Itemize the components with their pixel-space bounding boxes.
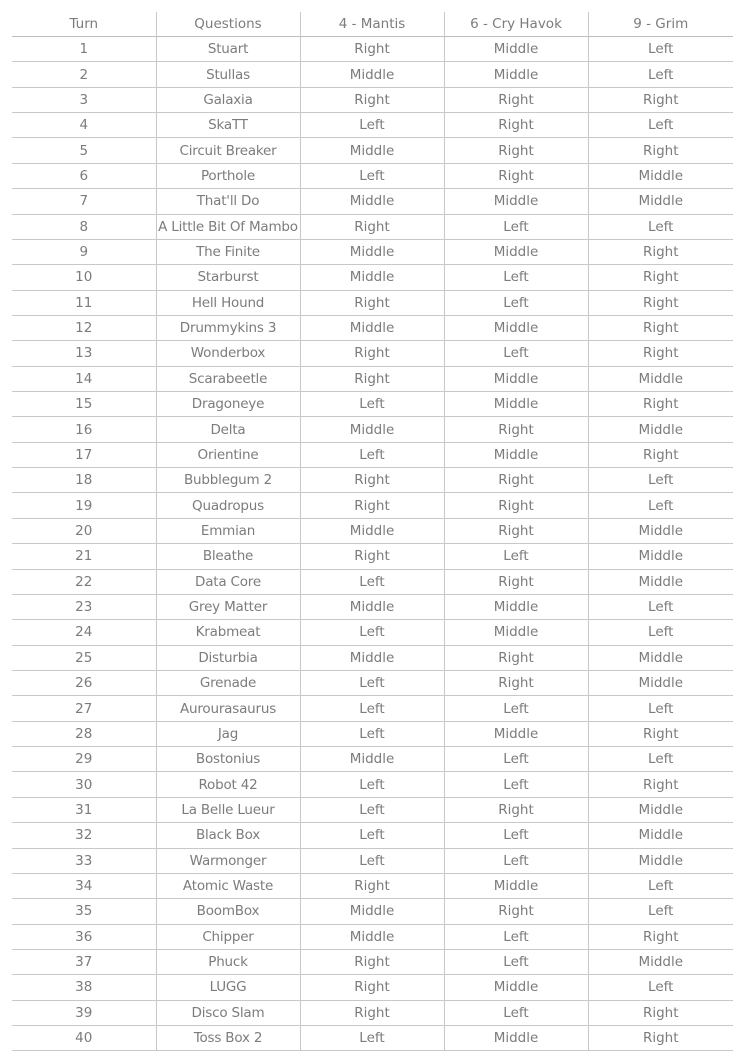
- question-cell: Delta: [156, 417, 300, 442]
- table-row: [12, 544, 733, 569]
- table-body: [12, 37, 733, 1051]
- table-row: [12, 493, 733, 518]
- turn-cell: 39: [12, 1000, 156, 1025]
- table-row: [12, 620, 733, 645]
- turn-cell: 15: [12, 392, 156, 417]
- turn-cell: 2: [12, 62, 156, 87]
- turn-cell: 11: [12, 290, 156, 315]
- cry-havok-cell: Middle: [444, 392, 588, 417]
- mantis-cell: Left: [300, 797, 444, 822]
- grim-cell: Middle: [588, 949, 733, 974]
- question-cell: Grenade: [156, 670, 300, 695]
- question-cell: Black Box: [156, 823, 300, 848]
- turn-cell: 8: [12, 214, 156, 239]
- mantis-cell: Right: [300, 366, 444, 391]
- grim-cell: Middle: [588, 848, 733, 873]
- table-row: [12, 975, 733, 1000]
- grim-cell: Right: [588, 315, 733, 340]
- turn-cell: 28: [12, 721, 156, 746]
- table-header-row: [12, 12, 733, 37]
- question-cell: That'll Do: [156, 189, 300, 214]
- grim-cell: Right: [588, 1000, 733, 1025]
- turn-cell: 37: [12, 949, 156, 974]
- question-cell: LUGG: [156, 975, 300, 1000]
- question-cell: Robot 42: [156, 772, 300, 797]
- question-cell: Stullas: [156, 62, 300, 87]
- table-row: [12, 772, 733, 797]
- answers-table: [12, 12, 733, 1051]
- mantis-cell: Left: [300, 569, 444, 594]
- table-row: [12, 747, 733, 772]
- mantis-cell: Left: [300, 392, 444, 417]
- column-header-mantis: 4 - Mantis: [300, 12, 444, 37]
- turn-cell: 31: [12, 797, 156, 822]
- table-row: [12, 392, 733, 417]
- turn-cell: 35: [12, 899, 156, 924]
- cry-havok-cell: Middle: [444, 37, 588, 62]
- cry-havok-cell: Middle: [444, 189, 588, 214]
- cry-havok-cell: Right: [444, 87, 588, 112]
- mantis-cell: Middle: [300, 417, 444, 442]
- cry-havok-cell: Right: [444, 569, 588, 594]
- question-cell: BoomBox: [156, 899, 300, 924]
- turn-cell: 17: [12, 442, 156, 467]
- cry-havok-cell: Left: [444, 696, 588, 721]
- mantis-cell: Right: [300, 341, 444, 366]
- table-row: [12, 417, 733, 442]
- question-cell: The Finite: [156, 239, 300, 264]
- table-row: [12, 823, 733, 848]
- table-row: [12, 468, 733, 493]
- turn-cell: 14: [12, 366, 156, 391]
- mantis-cell: Middle: [300, 239, 444, 264]
- question-cell: Drummykins 3: [156, 315, 300, 340]
- cry-havok-cell: Middle: [444, 873, 588, 898]
- cry-havok-cell: Left: [444, 214, 588, 239]
- mantis-cell: Left: [300, 442, 444, 467]
- turn-cell: 16: [12, 417, 156, 442]
- cry-havok-cell: Middle: [444, 62, 588, 87]
- cry-havok-cell: Middle: [444, 721, 588, 746]
- question-cell: Galaxia: [156, 87, 300, 112]
- table-row: [12, 290, 733, 315]
- turn-cell: 38: [12, 975, 156, 1000]
- table-row: [12, 594, 733, 619]
- cry-havok-cell: Left: [444, 290, 588, 315]
- question-cell: Chipper: [156, 924, 300, 949]
- grim-cell: Right: [588, 341, 733, 366]
- table-row: [12, 87, 733, 112]
- table-row: [12, 214, 733, 239]
- mantis-cell: Left: [300, 113, 444, 138]
- mantis-cell: Middle: [300, 62, 444, 87]
- grim-cell: Left: [588, 594, 733, 619]
- grim-cell: Left: [588, 62, 733, 87]
- turn-cell: 25: [12, 645, 156, 670]
- mantis-cell: Right: [300, 87, 444, 112]
- table-row: [12, 924, 733, 949]
- table-row: [12, 37, 733, 62]
- cry-havok-cell: Left: [444, 772, 588, 797]
- grim-cell: Right: [588, 138, 733, 163]
- answers-table-container: [12, 12, 733, 1051]
- question-cell: Orientine: [156, 442, 300, 467]
- column-header-grim: 9 - Grim: [588, 12, 733, 37]
- question-cell: Dragoneye: [156, 392, 300, 417]
- grim-cell: Right: [588, 772, 733, 797]
- table-row: [12, 873, 733, 898]
- grim-cell: Middle: [588, 163, 733, 188]
- mantis-cell: Left: [300, 670, 444, 695]
- question-cell: Aurourasaurus: [156, 696, 300, 721]
- question-cell: A Little Bit Of Mambo: [156, 214, 300, 239]
- grim-cell: Left: [588, 899, 733, 924]
- table-row: [12, 189, 733, 214]
- mantis-cell: Middle: [300, 924, 444, 949]
- mantis-cell: Middle: [300, 518, 444, 543]
- question-cell: Hell Hound: [156, 290, 300, 315]
- turn-cell: 6: [12, 163, 156, 188]
- turn-cell: 24: [12, 620, 156, 645]
- mantis-cell: Middle: [300, 315, 444, 340]
- cry-havok-cell: Right: [444, 493, 588, 518]
- turn-cell: 5: [12, 138, 156, 163]
- mantis-cell: Middle: [300, 189, 444, 214]
- turn-cell: 10: [12, 265, 156, 290]
- mantis-cell: Left: [300, 620, 444, 645]
- table-row: [12, 341, 733, 366]
- grim-cell: Left: [588, 113, 733, 138]
- question-cell: Quadropus: [156, 493, 300, 518]
- question-cell: La Belle Lueur: [156, 797, 300, 822]
- mantis-cell: Left: [300, 848, 444, 873]
- question-cell: Disturbia: [156, 645, 300, 670]
- cry-havok-cell: Right: [444, 417, 588, 442]
- table-row: [12, 645, 733, 670]
- grim-cell: Left: [588, 214, 733, 239]
- grim-cell: Middle: [588, 544, 733, 569]
- turn-cell: 29: [12, 747, 156, 772]
- grim-cell: Middle: [588, 797, 733, 822]
- cry-havok-cell: Right: [444, 113, 588, 138]
- question-cell: Porthole: [156, 163, 300, 188]
- turn-cell: 36: [12, 924, 156, 949]
- table-row: [12, 569, 733, 594]
- turn-cell: 13: [12, 341, 156, 366]
- grim-cell: Right: [588, 87, 733, 112]
- question-cell: SkaTT: [156, 113, 300, 138]
- turn-cell: 22: [12, 569, 156, 594]
- question-cell: Starburst: [156, 265, 300, 290]
- question-cell: Scarabeetle: [156, 366, 300, 391]
- table-row: [12, 315, 733, 340]
- cry-havok-cell: Middle: [444, 594, 588, 619]
- grim-cell: Middle: [588, 823, 733, 848]
- cry-havok-cell: Left: [444, 848, 588, 873]
- mantis-cell: Left: [300, 163, 444, 188]
- mantis-cell: Right: [300, 949, 444, 974]
- mantis-cell: Middle: [300, 265, 444, 290]
- grim-cell: Middle: [588, 366, 733, 391]
- turn-cell: 3: [12, 87, 156, 112]
- table-row: [12, 721, 733, 746]
- grim-cell: Middle: [588, 417, 733, 442]
- question-cell: Emmian: [156, 518, 300, 543]
- mantis-cell: Right: [300, 468, 444, 493]
- turn-cell: 34: [12, 873, 156, 898]
- mantis-cell: Left: [300, 1026, 444, 1051]
- table-row: [12, 239, 733, 264]
- column-header-questions: Questions: [156, 12, 300, 37]
- column-header-cry-havok: 6 - Cry Havok: [444, 12, 588, 37]
- cry-havok-cell: Left: [444, 823, 588, 848]
- table-row: [12, 848, 733, 873]
- question-cell: Warmonger: [156, 848, 300, 873]
- question-cell: Jag: [156, 721, 300, 746]
- table-row: [12, 1000, 733, 1025]
- grim-cell: Middle: [588, 670, 733, 695]
- mantis-cell: Right: [300, 975, 444, 1000]
- cry-havok-cell: Middle: [444, 315, 588, 340]
- grim-cell: Left: [588, 696, 733, 721]
- grim-cell: Middle: [588, 518, 733, 543]
- turn-cell: 21: [12, 544, 156, 569]
- table-row: [12, 62, 733, 87]
- table-row: [12, 797, 733, 822]
- cry-havok-cell: Left: [444, 949, 588, 974]
- question-cell: Data Core: [156, 569, 300, 594]
- cry-havok-cell: Middle: [444, 442, 588, 467]
- cry-havok-cell: Left: [444, 1000, 588, 1025]
- grim-cell: Left: [588, 620, 733, 645]
- mantis-cell: Right: [300, 493, 444, 518]
- table-row: [12, 366, 733, 391]
- table-row: [12, 696, 733, 721]
- mantis-cell: Right: [300, 290, 444, 315]
- cry-havok-cell: Left: [444, 924, 588, 949]
- turn-cell: 27: [12, 696, 156, 721]
- mantis-cell: Left: [300, 823, 444, 848]
- question-cell: Atomic Waste: [156, 873, 300, 898]
- cry-havok-cell: Right: [444, 670, 588, 695]
- grim-cell: Right: [588, 442, 733, 467]
- mantis-cell: Right: [300, 544, 444, 569]
- question-cell: Disco Slam: [156, 1000, 300, 1025]
- table-row: [12, 163, 733, 188]
- mantis-cell: Middle: [300, 138, 444, 163]
- grim-cell: Right: [588, 1026, 733, 1051]
- mantis-cell: Middle: [300, 899, 444, 924]
- turn-cell: 20: [12, 518, 156, 543]
- grim-cell: Left: [588, 975, 733, 1000]
- grim-cell: Right: [588, 265, 733, 290]
- question-cell: Phuck: [156, 949, 300, 974]
- cry-havok-cell: Left: [444, 265, 588, 290]
- table-row: [12, 138, 733, 163]
- cry-havok-cell: Right: [444, 645, 588, 670]
- turn-cell: 19: [12, 493, 156, 518]
- table-row: [12, 113, 733, 138]
- grim-cell: Left: [588, 873, 733, 898]
- question-cell: Bubblegum 2: [156, 468, 300, 493]
- grim-cell: Left: [588, 493, 733, 518]
- mantis-cell: Middle: [300, 594, 444, 619]
- turn-cell: 40: [12, 1026, 156, 1051]
- grim-cell: Left: [588, 468, 733, 493]
- question-cell: Krabmeat: [156, 620, 300, 645]
- mantis-cell: Middle: [300, 645, 444, 670]
- cry-havok-cell: Right: [444, 163, 588, 188]
- turn-cell: 30: [12, 772, 156, 797]
- turn-cell: 33: [12, 848, 156, 873]
- grim-cell: Middle: [588, 569, 733, 594]
- grim-cell: Right: [588, 924, 733, 949]
- grim-cell: Left: [588, 37, 733, 62]
- grim-cell: Right: [588, 290, 733, 315]
- turn-cell: 9: [12, 239, 156, 264]
- mantis-cell: Left: [300, 696, 444, 721]
- mantis-cell: Left: [300, 772, 444, 797]
- grim-cell: Middle: [588, 189, 733, 214]
- question-cell: Toss Box 2: [156, 1026, 300, 1051]
- grim-cell: Right: [588, 392, 733, 417]
- turn-cell: 26: [12, 670, 156, 695]
- cry-havok-cell: Right: [444, 468, 588, 493]
- grim-cell: Left: [588, 747, 733, 772]
- cry-havok-cell: Left: [444, 341, 588, 366]
- cry-havok-cell: Middle: [444, 366, 588, 391]
- cry-havok-cell: Middle: [444, 1026, 588, 1051]
- cry-havok-cell: Middle: [444, 975, 588, 1000]
- mantis-cell: Right: [300, 1000, 444, 1025]
- mantis-cell: Middle: [300, 747, 444, 772]
- table-row: [12, 265, 733, 290]
- cry-havok-cell: Right: [444, 797, 588, 822]
- grim-cell: Middle: [588, 645, 733, 670]
- mantis-cell: Right: [300, 37, 444, 62]
- turn-cell: 12: [12, 315, 156, 340]
- table-row: [12, 442, 733, 467]
- turn-cell: 23: [12, 594, 156, 619]
- table-row: [12, 949, 733, 974]
- cry-havok-cell: Right: [444, 138, 588, 163]
- grim-cell: Right: [588, 721, 733, 746]
- mantis-cell: Right: [300, 873, 444, 898]
- table-row: [12, 1026, 733, 1051]
- turn-cell: 32: [12, 823, 156, 848]
- question-cell: Circuit Breaker: [156, 138, 300, 163]
- turn-cell: 1: [12, 37, 156, 62]
- question-cell: Bostonius: [156, 747, 300, 772]
- mantis-cell: Right: [300, 214, 444, 239]
- question-cell: Bleathe: [156, 544, 300, 569]
- column-header-turn: Turn: [12, 12, 156, 37]
- cry-havok-cell: Right: [444, 899, 588, 924]
- table-row: [12, 899, 733, 924]
- cry-havok-cell: Left: [444, 747, 588, 772]
- question-cell: Grey Matter: [156, 594, 300, 619]
- table-row: [12, 518, 733, 543]
- question-cell: Stuart: [156, 37, 300, 62]
- cry-havok-cell: Middle: [444, 620, 588, 645]
- turn-cell: 4: [12, 113, 156, 138]
- table-row: [12, 670, 733, 695]
- grim-cell: Right: [588, 239, 733, 264]
- cry-havok-cell: Left: [444, 544, 588, 569]
- turn-cell: 18: [12, 468, 156, 493]
- mantis-cell: Left: [300, 721, 444, 746]
- cry-havok-cell: Right: [444, 518, 588, 543]
- turn-cell: 7: [12, 189, 156, 214]
- question-cell: Wonderbox: [156, 341, 300, 366]
- cry-havok-cell: Middle: [444, 239, 588, 264]
